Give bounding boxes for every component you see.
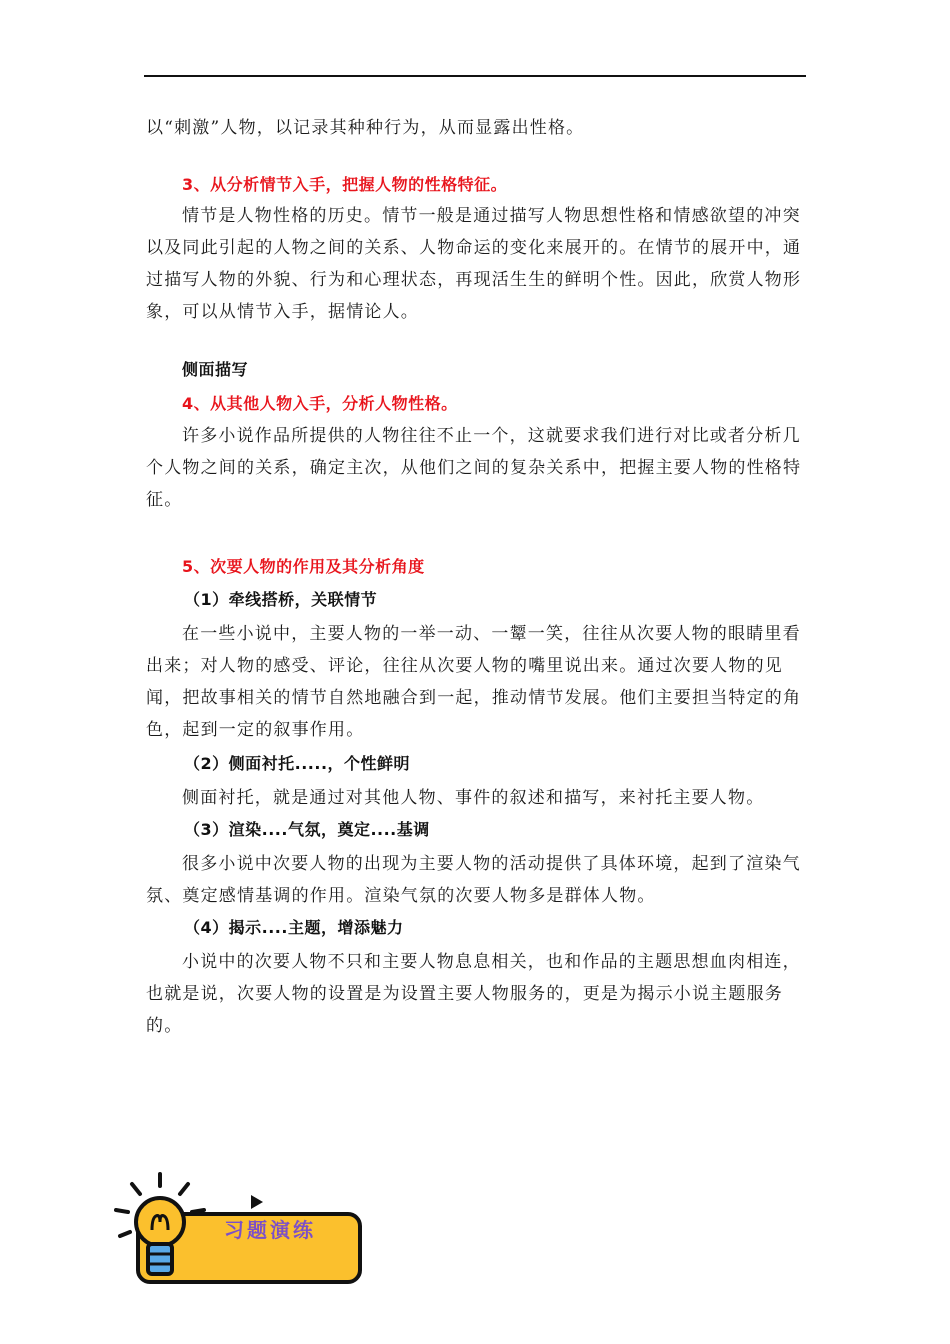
subsection-2-paragraph: 侧面衬托，就是通过对其他人物、事件的叙述和描写，来衬托主要人物。	[182, 788, 765, 808]
subsection-1-heading: （1）牵线搭桥，关联情节	[184, 590, 378, 609]
subsection-3-paragraph: 很多小说中次要人物的出现为主要人物的活动提供了具体环境，起到了渲染气氛、奠定感情基调的作用。渲染气氛的次要人物多是群体人物。	[146, 854, 801, 906]
section-4-paragraph: 许多小说作品所提供的人物往往不止一个，这就要求我们进行对比或者分析几个人物之间的关系，确定主次，从他们之间的复杂关系中，把握主要人物的性格特征。	[146, 426, 802, 510]
section-5-heading: 5、次要人物的作用及其分析角度	[182, 557, 425, 576]
intro-continuation: 以“刺激”人物，以记录其种种行为，从而显露出性格。	[146, 118, 585, 138]
subsection-4-paragraph: 小说中的次要人物不只和主要人物息息相关，也和作品的主题思想血肉相连，也就是说，次要人物的设置是为设置主要人物服务的，更是为揭示小说主题服务的。	[146, 952, 801, 1036]
lightbulb-icon	[112, 1170, 212, 1290]
play-icon	[250, 1194, 264, 1210]
subsection-1-paragraph: 在一些小说中，主要人物的一举一动、一颦一笑，往往从次要人物的眼睛里看出来；对人物的感受、评论，往往从次要人物的嘴里说出来。通过次要人物的见闻，把故事相关的情节自然地融合到一起，推动情节发展。他们主要担当特定的角色，起到一定的叙事作用。	[146, 624, 802, 740]
subsection-4-heading: （4）揭示....主题，增添魅力	[184, 918, 404, 937]
subsection-2-heading: （2）侧面衬托.....，个性鲜明	[184, 754, 411, 773]
section-4-heading: 4、从其他人物入手，分析人物性格。	[182, 394, 458, 413]
subsection-3-heading: （3）渲染....气氛，奠定....基调	[184, 820, 430, 839]
section-3-paragraph: 情节是人物性格的历史。情节一般是通过描写人物思想性格和情感欲望的冲突以及同此引起的人物之间的关系、人物命运的变化来展开的。在情节的展开中，通过描写人物的外貌、行为和心理状态，再现活生生的鲜明个性。因此，欣赏人物形象，可以从情节入手，据情论人。	[146, 206, 802, 322]
section-3-heading: 3、从分析情节入手，把握人物的性格特征。	[182, 175, 508, 194]
exercise-banner-label: 习题演练	[224, 1218, 316, 1242]
header-rule	[144, 75, 806, 77]
side-description-subheading: 侧面描写	[182, 360, 249, 379]
